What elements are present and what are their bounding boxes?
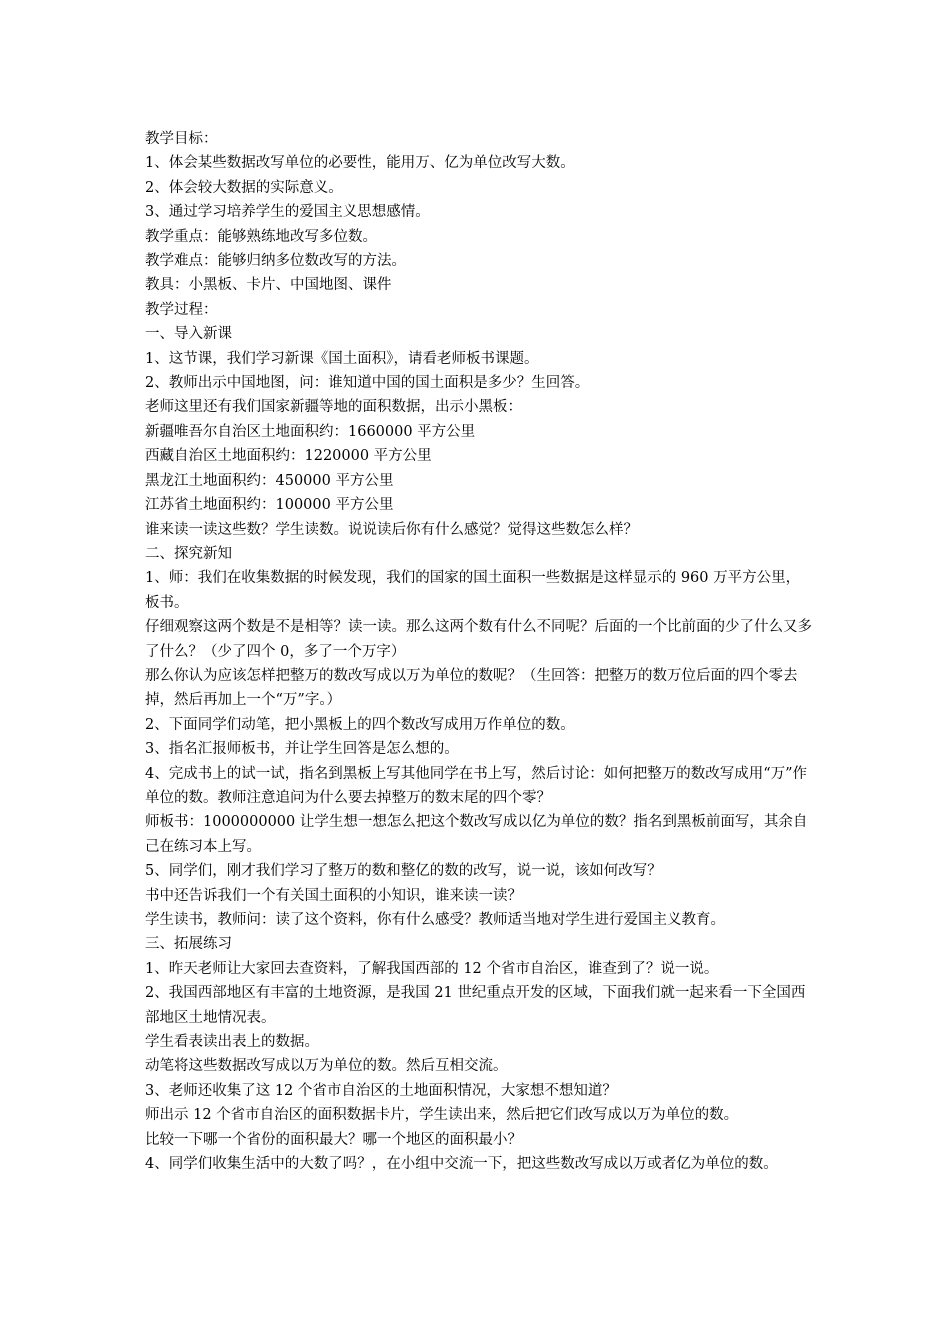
- section-heading-practice: 三、拓展练习: [145, 936, 232, 953]
- paragraph: 那么你认为应该怎样把整万的数改写成以万为单位的数呢？（生回答：把整万的数万位后面的四个零去掉，然后再加上一个“万”字。）: [145, 667, 798, 709]
- section-heading-explore: 二、探究新知: [145, 545, 232, 562]
- paragraph-teaching-goals-heading: 教学目标：: [145, 131, 218, 147]
- document-body: [145, 127, 813, 1176]
- paragraph: 3、老师还收集了这 12 个省市自治区的土地面积情况，大家想不想知道？: [145, 1082, 617, 1099]
- paragraph: 2、下面同学们动笔，把小黑板上的四个数改写成用万作单位的数。: [145, 716, 575, 733]
- paragraph: 师出示 12 个省市自治区的面积数据卡片，学生读出来，然后把它们改写成以万为单位的数。: [145, 1107, 739, 1124]
- paragraph-area-data: 新疆唯吾尔自治区土地面积约：1660000 平方公里: [145, 423, 476, 440]
- paragraph-area-data: 江苏省土地面积约：100000 平方公里: [145, 497, 394, 514]
- paragraph-process-heading: 教学过程：: [145, 301, 218, 318]
- paragraph: 老师这里还有我们国家新疆等地的面积数据，出示小黑板：: [145, 399, 522, 416]
- paragraph: 书中还告诉我们一个有关国土面积的小知识，谁来读一读？: [145, 887, 522, 904]
- paragraph-area-data: 西藏自治区土地面积约：1220000 平方公里: [145, 448, 432, 465]
- paragraph: 1、师：我们在收集数据的时候发现，我们的国家的国土面积一些数据是这样显示的 960 万平方公里，板书。: [145, 570, 801, 611]
- paragraph: 师板书：1000000000 让学生想一想怎么把这个数改写成以亿为单位的数？指名到黑板前面写，其余自己在练习本上写。: [145, 814, 808, 855]
- paragraph: 3、指名汇报师板书，并让学生回答是怎么想的。: [145, 741, 459, 758]
- paragraph: 4、同学们收集生活中的大数了吗？，在小组中交流一下，把这些数改写成以万或者亿为单位的数。: [145, 1156, 778, 1173]
- paragraph: 2、我国西部地区有丰富的土地资源，是我国 21 世纪重点开发的区域，下面我们就一起来看一下全国西部地区土地情况表。: [145, 985, 806, 1026]
- paragraph: 动笔将这些数据改写成以万为单位的数。然后互相交流。: [145, 1058, 508, 1075]
- paragraph: 1、这节课，我们学习新课《国土面积》，请看老师板书课题。: [145, 350, 539, 367]
- paragraph-difficulties: 教学难点：能够归纳多位数改写的方法。: [145, 253, 406, 270]
- paragraph: 谁来读一读这些数？学生读数。说说读后你有什么感觉？觉得这些数怎么样？: [145, 521, 638, 538]
- paragraph-area-data: 黑龙江土地面积约：450000 平方公里: [145, 472, 394, 489]
- paragraph-goal-2: 2、体会较大数据的实际意义。: [145, 179, 343, 196]
- paragraph: 学生看表读出表上的数据。: [145, 1034, 319, 1051]
- paragraph: 学生读书，教师问：读了这个资料，你有什么感受？教师适当地对学生进行爱国主义教育。: [145, 912, 725, 928]
- paragraph: 1、昨天老师让大家回去查资料，了解我国西部的 12 个省市自治区，谁查到了？说一说。: [145, 960, 719, 977]
- paragraph: 比较一下哪一个省份的面积最大？哪一个地区的面积最小？: [145, 1131, 522, 1148]
- paragraph: 2、教师出示中国地图，问：谁知道中国的国土面积是多少？生回答。: [145, 375, 590, 392]
- paragraph-goal-1: 1、体会某些数据改写单位的必要性，能用万、亿为单位改写大数。: [145, 155, 575, 172]
- paragraph: 5、同学们，刚才我们学习了整万的数和整亿的数的改写，说一说，该如何改写？: [145, 863, 662, 880]
- paragraph: 仔细观察这两个数是不是相等？读一读。那么这两个数有什么不同呢？后面的一个比前面的少了什么又多了什么？（少了四个 0，多了一个万字）: [145, 619, 812, 660]
- paragraph-key-points: 教学重点：能够熟练地改写多位数。: [145, 228, 377, 245]
- section-heading-intro: 一、导入新课: [145, 326, 232, 343]
- paragraph: 4、完成书上的试一试，指名到黑板上写其他同学在书上写，然后讨论：如何把整万的数改写成用“万”作单位的数。教师注意追问为什么要去掉整万的数末尾的四个零？: [145, 765, 808, 806]
- paragraph-goal-3: 3、通过学习培养学生的爱国主义思想感情。: [145, 204, 430, 221]
- paragraph-teaching-aids: 教具：小黑板、卡片、中国地图、课件: [145, 277, 392, 294]
